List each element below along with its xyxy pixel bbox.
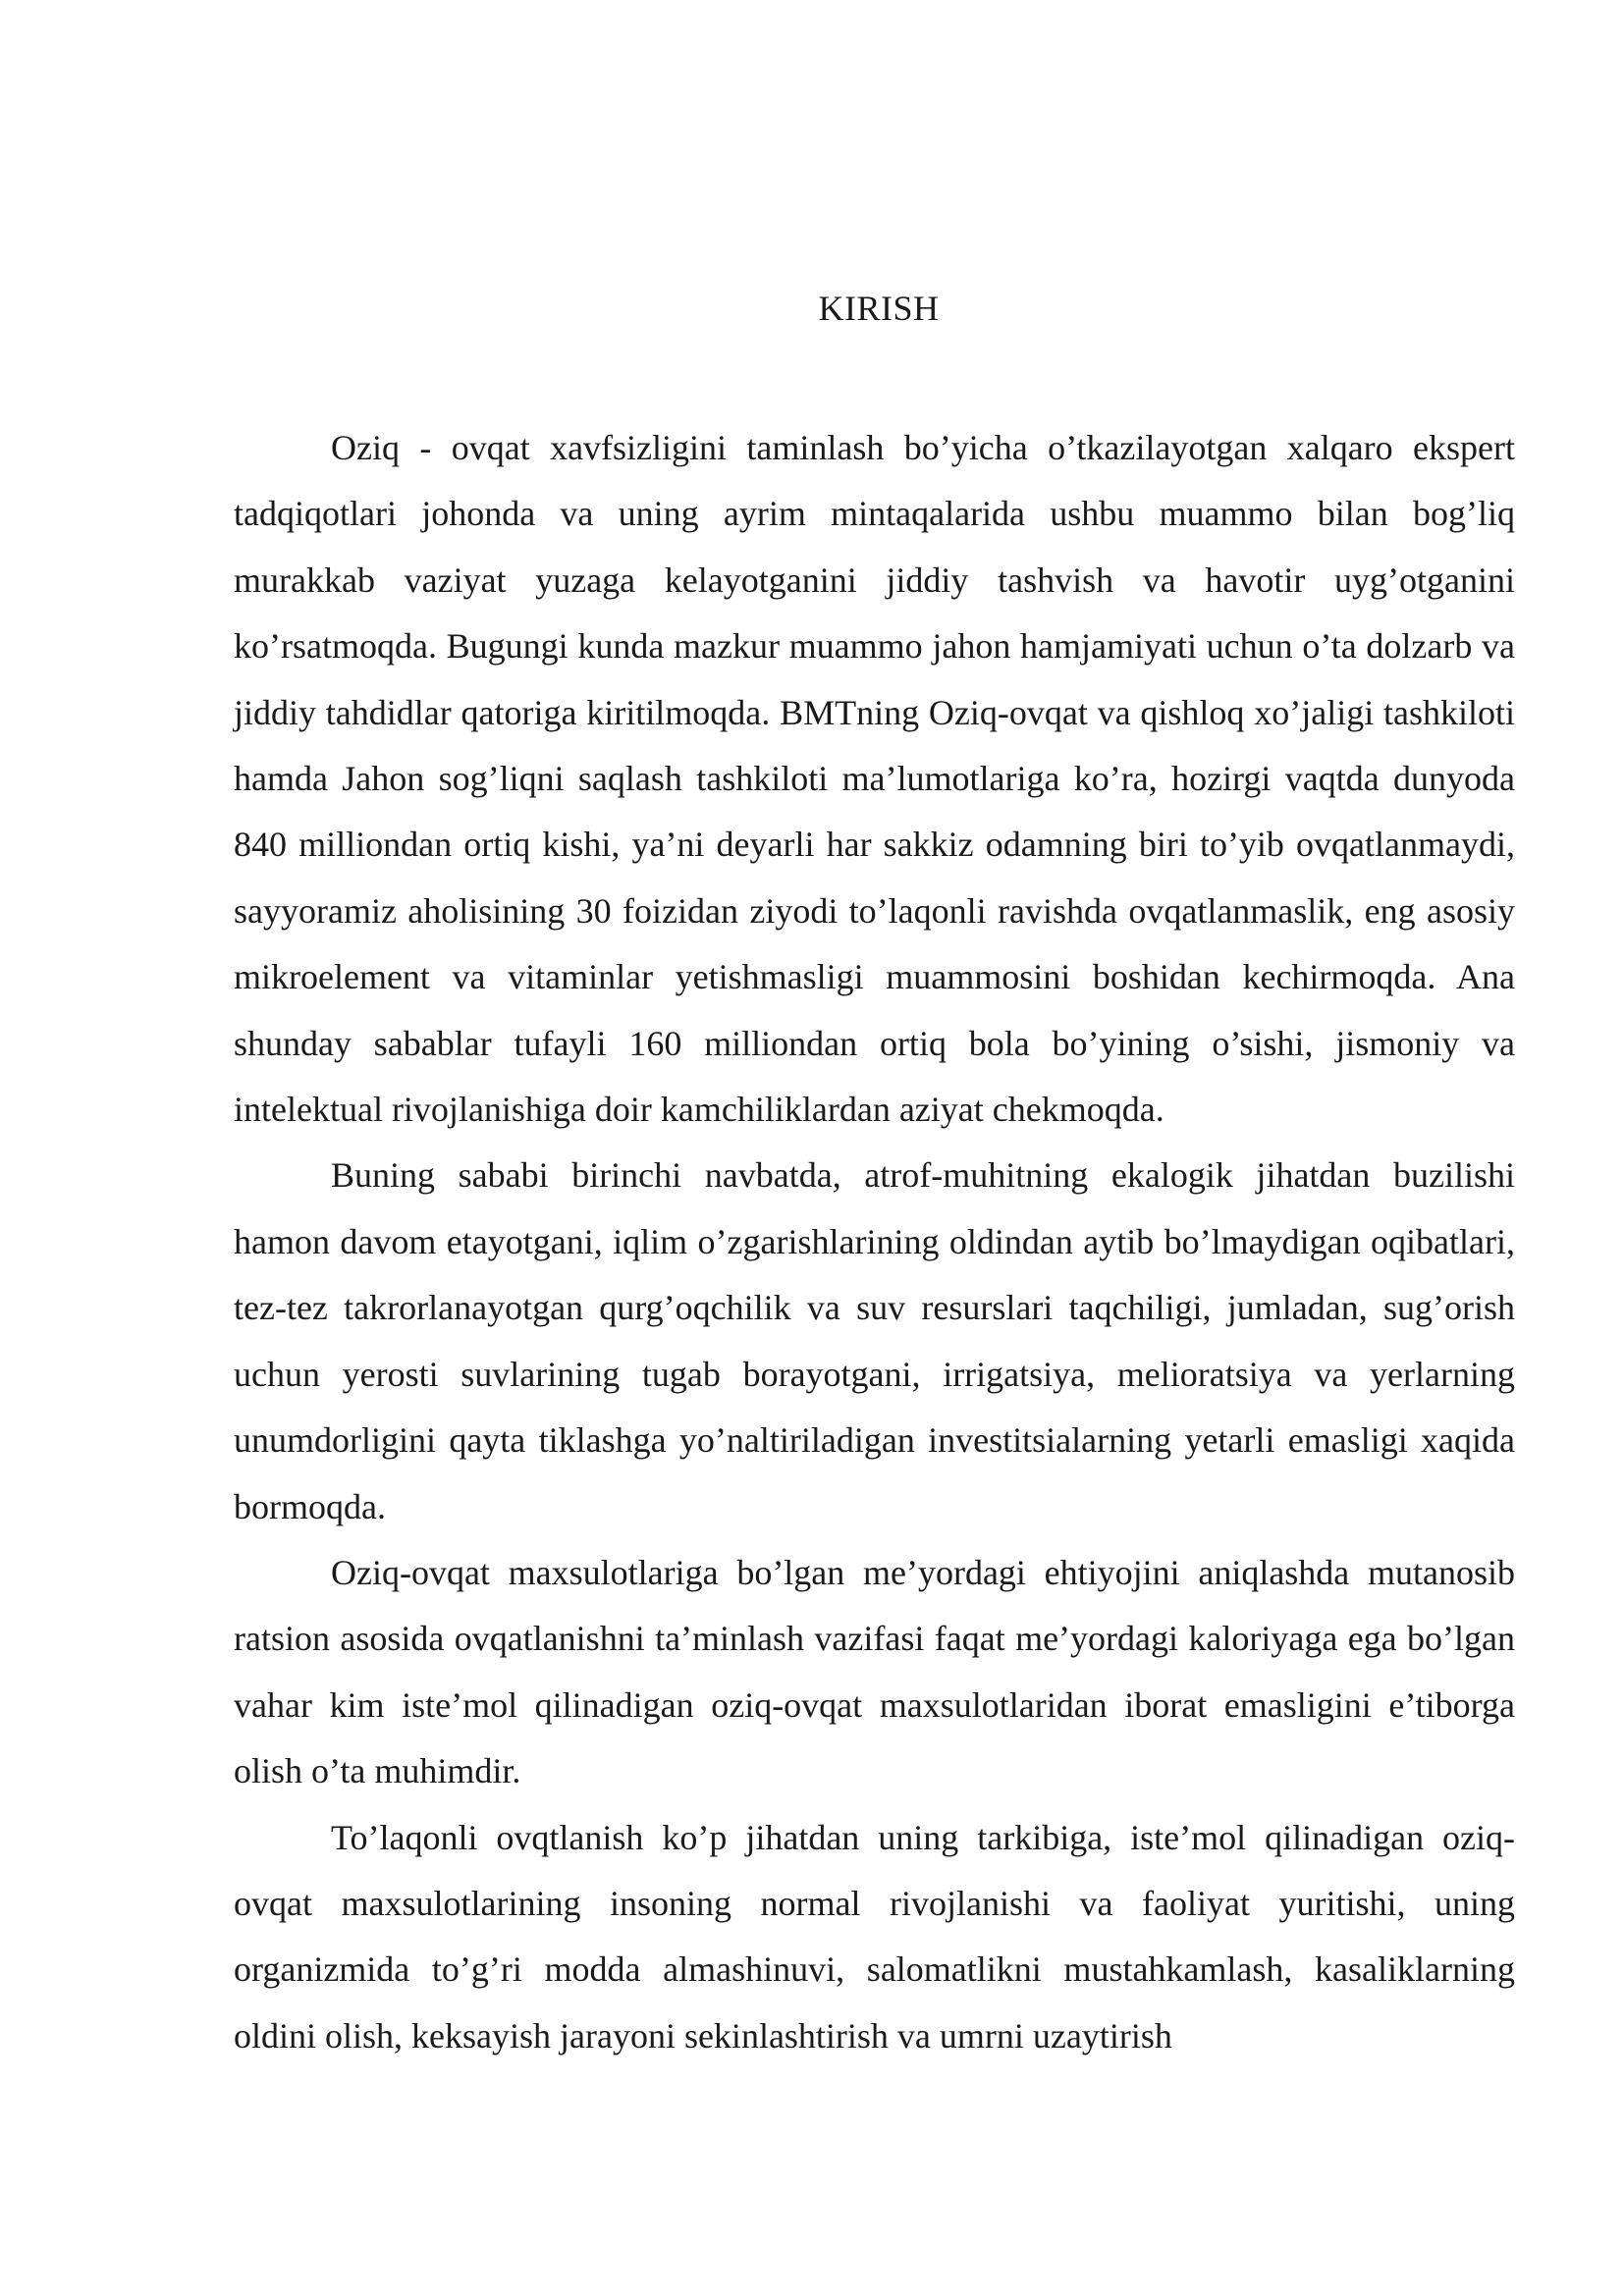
paragraph-2: Buning sababi birinchi navbatda, atrof-muhitning ekalogik jihatdan buzilishi hamon davom etayotgani, iqlim o’zgarishlarining oldindan aytib bo’lmaydigan oqibatlari, tez-tez takrorlanayotgan qurg’oqchilik va suv resurslari taqchiligi, jumladan, sug’orish uchun yerosti suvlarining tugab borayotgani, irrigatsiya, melioratsiya va yerlarning unumdorligini qayta tiklashga yo’naltiriladigan investitsialarning yetarli emasligi xaqida bormoqda. [234,1155,1515,1526]
paragraph-4: To’laqonli ovqtlanish ko’p jihatdan uning tarkibiga, iste’mol qilinadigan oziq-ovqat maxsulotlarining insoning normal rivojlanishi va faoliyat yuritishi, uning organizmida to’g’ri modda almashinuvi, salomatlikni mustahkamlash, kasaliklarning oldini olish, keksayish jarayoni sekinlashtirish va umrni uzaytirish [234,1817,1515,2056]
paragraph-3: Oziq-ovqat maxsulotlariga bo’lgan me’yordagi ehtiyojini aniqlashda mutanosib ratsion asosida ovqatlanishni ta’minlash vazifasi faqat me’yordagi kaloriyaga ega bo’lgan vahar kim iste’mol qilinadigan oziq-ovqat maxsulotlaridan iborat emasligini e’tiborga olish o’ta muhimdir. [234,1552,1515,1791]
page-title: KIRISH [818,289,940,328]
paragraph-1: Oziq - ovqat xavfsizligini taminlash bo’yicha o’tkazilayotgan xalqaro ekspert tadqiqotlari johonda va uning ayrim mintaqalarida ushbu muammo bilan bog’liq murakkab vaziyat yuzaga kelayotganini jiddiy tashvish va havotir uyg’otganini ko’rsatmoqda. Bugungi kunda mazkur muammo jahon hamjamiyati uchun o’ta dolzarb va jiddiy tahdidlar qatoriga kiritilmoqda. BMTning Oziq-ovqat va qishloq xo’jaligi tashkiloti hamda Jahon sog’liqni saqlash tashkiloti ma’lumotlariga ko’ra, hozirgi vaqtda dunyoda 840 milliondan ortiq kishi, ya’ni deyarli har sakkiz odamning biri to’yib ovqatlanmaydi, sayyoramiz aholisining 30 foizidan ziyodi to’laqonli ravishda ovqatlanmaslik, eng asosiy mikroelement va vitaminlar yetishmasligi muammosini boshidan kechirmoqda. Ana shunday sabablar tufayli 160 milliondan ortiq bola bo’yining o’sishi, jismoniy va intelektual rivojlanishiga doir kamchiliklardan aziyat chekmoqda. [234,428,1515,1130]
document-body [234,415,1515,2069]
